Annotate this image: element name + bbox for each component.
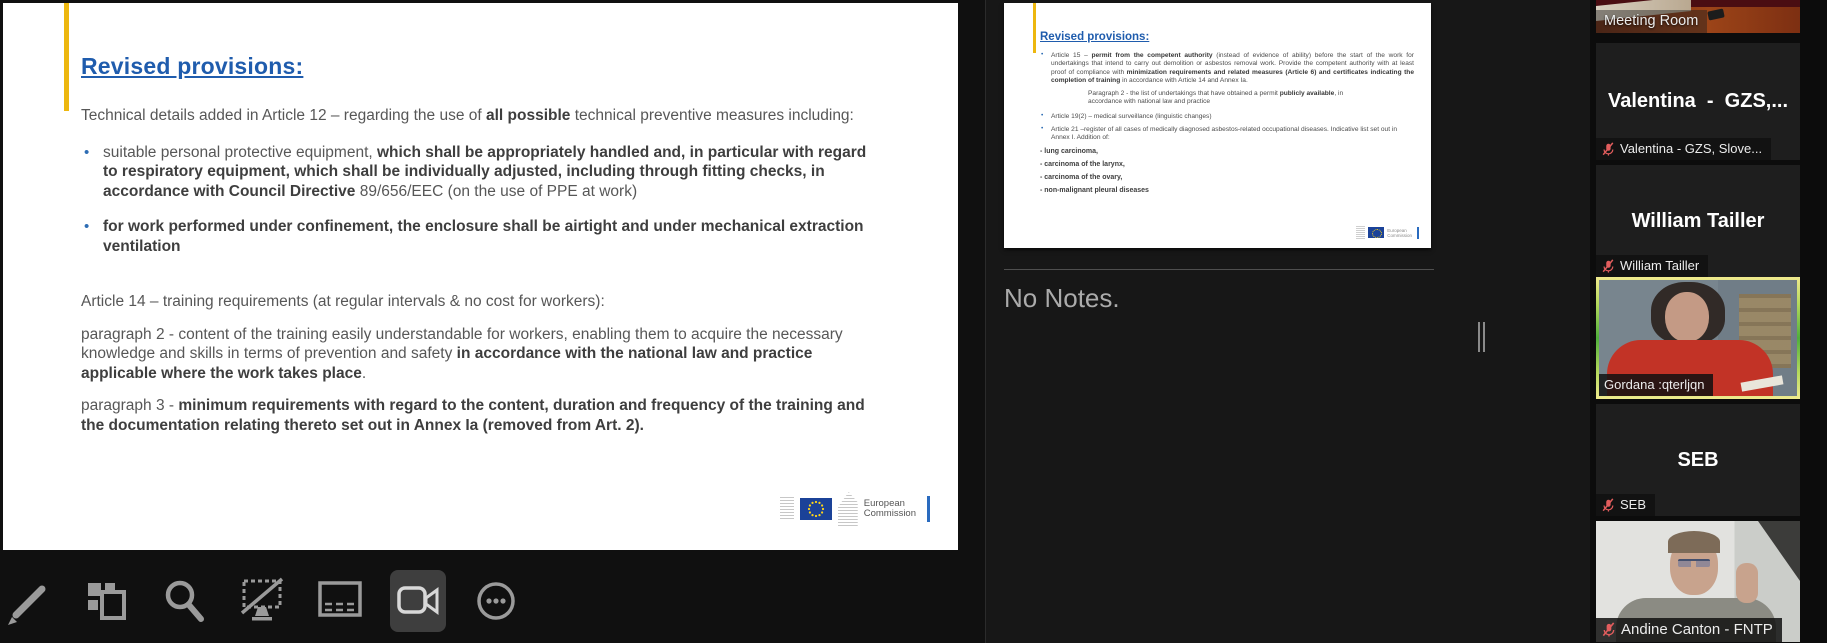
panel-resize-grip[interactable] — [1478, 322, 1485, 352]
participant-name-text: William Tailler — [1620, 258, 1700, 273]
european-commission-logo — [780, 492, 930, 526]
display-slash-icon — [236, 575, 288, 627]
participant-name-text: Valentina - GZS, Slove... — [1620, 141, 1763, 156]
european-commission-logo-mini — [1356, 226, 1419, 239]
participant-name-text: Gordana :qterljqn — [1604, 377, 1705, 392]
active-speaker-border — [1596, 277, 1800, 399]
preview-subparagraph — [1088, 90, 1373, 107]
subtitle-box-icon — [314, 575, 366, 627]
notes-empty-text: No Notes. — [1004, 283, 1120, 313]
text-run: Technical details added in Article 12 – regarding the use of — [81, 107, 486, 124]
participant-display-name: Valentina - GZS,... — [1607, 90, 1789, 112]
participant-name-text: SEB — [1620, 497, 1647, 512]
text-run: . — [361, 364, 367, 382]
ec-logo-bar — [927, 496, 930, 522]
video-scene-detail — [1665, 292, 1709, 342]
text-run: Article 15 – — [1051, 52, 1092, 59]
participant-tile-meeting-room[interactable] — [1596, 0, 1800, 33]
video-scene-detail — [1736, 563, 1758, 603]
participant-name-label — [1596, 10, 1707, 33]
text-run: (instead of evidence of ability) before the start of the work for undertakings that intend to carry out demolition or asbestos removal work. Provide the competent authority with at least proof of compliance with — [1051, 52, 1414, 76]
ec-logo-line1: European — [863, 497, 905, 509]
subtitles-notes-button[interactable] — [312, 570, 368, 632]
participant-tile-gordana[interactable] — [1599, 280, 1797, 396]
ec-logo-bar — [1417, 227, 1419, 239]
text-run-bold: all possible — [485, 107, 571, 124]
text-run: paragraph 2 - content of the training easily understandable for workers, enabling them to acquire the necessary knowledge and skills in terms of prevention and safety — [81, 325, 843, 362]
slide-bullet-list — [81, 143, 881, 257]
text-run-bold: which shall be appropriately handled and, in particular with regard to respiratory equipment, which shall be individually adjusted, including through fitting checks, in accordance with Council Directive — [103, 143, 867, 200]
text-run: in accordance with Article 14 and Annex Ia. — [1120, 76, 1248, 84]
participant-name-label — [1596, 138, 1771, 160]
slide-paragraph-3 — [81, 396, 881, 435]
video-camera-icon — [393, 577, 443, 625]
slide-accent-bar — [64, 3, 69, 111]
participant-name-text: Andine Canton - FNTP — [1621, 621, 1773, 638]
preview-dash-item: - non-malignant pleural diseases — [1040, 186, 1149, 194]
text-run-bold: permit from the competent authority — [1091, 52, 1213, 59]
video-scene-detail — [1678, 559, 1710, 567]
participant-name-label — [1599, 374, 1713, 396]
text-run: 89/656/EEC (on the use of PPE at work) — [355, 182, 638, 200]
participant-name-label — [1596, 255, 1708, 277]
more-options-button[interactable] — [468, 570, 524, 632]
participant-tile-valentina[interactable] — [1596, 43, 1800, 160]
text-run: technical preventive measures including: — [570, 107, 854, 124]
slides-overview-button[interactable] — [78, 570, 134, 632]
slide-heading: Revised provisions: — [81, 53, 304, 79]
ec-logo-line1: European — [1387, 227, 1407, 233]
text-run-bold: minimum requirements with regard to the content, duration and frequency of the training and the documentation relating thereto set out in Annex Ia (removed from Art. 2). — [81, 397, 865, 434]
preview-bullet-article19: • Article 19(2) – medical surveillance (linguistic changes) — [1040, 113, 1414, 121]
slide-bullet-1 — [81, 143, 881, 202]
slide-bullet-2 — [81, 217, 881, 256]
preview-bullet-article21: • Article 21 –register of all cases of medically diagnosed asbestos-related occupational diseases. Indicative list set out in Annex I. Addition of: — [1040, 126, 1414, 143]
participant-tile-andine[interactable] — [1596, 521, 1800, 642]
slide-content — [81, 45, 881, 435]
participant-name-label — [1596, 618, 1782, 642]
participant-tile-seb[interactable] — [1596, 404, 1800, 516]
slides-icon — [82, 575, 130, 627]
preview-bullet-article15 — [1040, 52, 1414, 85]
magnifier-icon — [160, 575, 208, 627]
current-slide — [3, 3, 958, 550]
participant-display-name: SEB — [1677, 448, 1719, 471]
mic-muted-icon — [1601, 622, 1616, 637]
eu-flag-icon — [800, 498, 832, 520]
mic-muted-icon — [1601, 259, 1615, 273]
slide-paragraph-2 — [81, 325, 881, 384]
preview-bullet-list — [1040, 52, 1414, 85]
ec-logo-graphic — [838, 492, 858, 526]
zoom-magnifier-button[interactable] — [156, 570, 212, 632]
ec-logo-wordmark — [864, 499, 916, 520]
text-run: , in accordance with national law and practice — [1088, 90, 1344, 106]
mic-muted-icon — [1601, 142, 1615, 156]
presenter-toolbar — [0, 558, 985, 643]
slide-accent-bar — [1033, 3, 1036, 53]
preview-bullet-list — [1040, 113, 1414, 143]
ec-logo-graphic — [1356, 226, 1365, 239]
ec-logo-line2: Commission — [1387, 232, 1412, 238]
mic-muted-icon — [1601, 498, 1615, 512]
text-run-bold: in accordance with the national law and practice applicable where the work takes place — [81, 345, 813, 382]
video-scene-detail — [1707, 8, 1725, 20]
notes-divider — [1004, 269, 1434, 270]
preview-slide-heading: Revised provisions: — [1040, 31, 1150, 43]
presenter-side-panel — [985, 0, 1590, 643]
text-run-bold: minimization requirements and related measures (Article 6) and certificates indicating the completion of training — [1051, 68, 1415, 84]
participant-name-label — [1596, 494, 1655, 516]
participant-tile-william[interactable] — [1596, 165, 1800, 277]
pen-annotate-button[interactable] — [0, 570, 56, 632]
next-slide-preview[interactable] — [1004, 3, 1431, 248]
preview-slide-content — [1040, 27, 1414, 200]
slide-intro-paragraph — [81, 106, 881, 126]
text-run: suitable personal protective equipment, — [103, 143, 377, 161]
pen-icon — [4, 575, 52, 627]
video-scene-detail — [1668, 531, 1720, 553]
preview-dash-item: - carcinoma of the ovary, — [1040, 173, 1123, 181]
eu-flag-icon — [1368, 227, 1384, 238]
participant-name-text: Meeting Room — [1604, 13, 1699, 29]
text-run-bold: publicly available — [1279, 90, 1335, 98]
text-run-bold: for work performed under confinement, the enclosure shall be airtight and under mechanical extraction ventilation — [103, 218, 864, 255]
ec-logo-line2: Commission — [863, 508, 916, 519]
ellipsis-icon — [471, 576, 521, 626]
participant-tiles — [1596, 0, 1800, 642]
black-screen-display-button[interactable] — [234, 570, 290, 632]
camera-toggle-button[interactable] — [390, 570, 446, 632]
preview-dash-item: - carcinoma of the larynx, — [1040, 160, 1125, 168]
text-run: paragraph 3 - — [81, 397, 179, 414]
text-run: Paragraph 2 - the list of undertakings that have obtained a permit — [1088, 90, 1280, 98]
slide-article14-paragraph: Article 14 – training requirements (at regular intervals & no cost for workers): — [81, 293, 605, 310]
participants-panel — [1590, 0, 1827, 643]
participant-display-name: William Tailler — [1631, 209, 1765, 232]
ec-logo-graphic — [780, 497, 794, 521]
ec-logo-wordmark — [1387, 228, 1412, 238]
preview-dash-item: - lung carcinoma, — [1040, 147, 1098, 155]
